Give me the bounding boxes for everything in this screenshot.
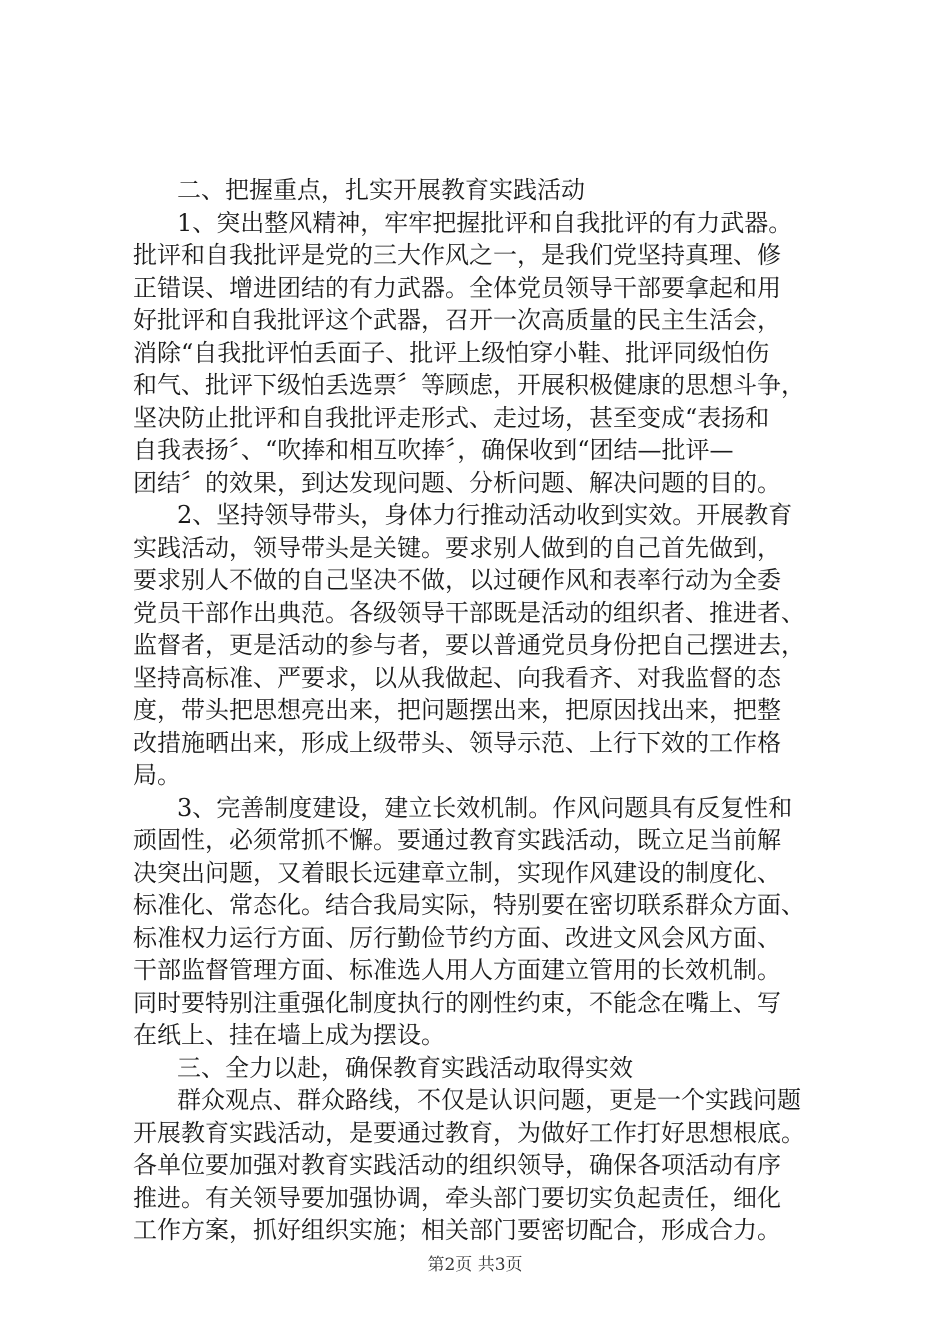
body-text	[133, 174, 827, 1247]
paragraph-line: 标准权力运行方面、厉行勤俭节约方面、改进文风会风方面、	[133, 923, 781, 952]
paragraph-line: 推进。有关领导要加强协调，牵头部门要切实负起责任，细化	[133, 1183, 781, 1212]
paragraph-line: 监督者，更是活动的参与者，要以普通党员身份把自己摆进去，	[133, 631, 805, 659]
paragraph-line: 度，带头把思想亮出来，把问题摆出来，把原因找出来，把整	[133, 696, 781, 724]
paragraph-line: 开展教育实践活动，是要通过教育，为做好工作打好思想根底。	[133, 1118, 805, 1147]
page-number-footer: 第2页 共3页	[427, 1255, 523, 1275]
paragraph-line: 3、完善制度建设，建立长效机制。作风问题具有反复性和	[177, 793, 793, 822]
paragraph-line: 1、突出整风精神，牢牢把握批评和自我批评的有力武器。	[177, 208, 793, 237]
paragraph-line: 要求别人不做的自己坚决不做，以过硬作风和表率行动为全委	[133, 566, 781, 594]
paragraph-line: 实践活动，领导带头是关键。要求别人做到的自己首先做到，	[133, 533, 781, 562]
paragraph-line: 坚持高标准、严要求，以从我做起、向我看齐、对我监督的态	[133, 663, 781, 692]
paragraph-line: 同时要特别注重强化制度执行的刚性约束，不能念在嘴上、写	[133, 988, 781, 1017]
paragraph-line: 自我表扬〞、“吹捧和相互吹捧〞，确保收到“团结—批评—	[133, 436, 734, 464]
paragraph-line: 消除“自我批评怕丢面子、批评上级怕穿小鞋、批评同级怕伤	[133, 338, 770, 367]
paragraph-line: 顽固性，必须常抓不懈。要通过教育实践活动，既立足当前解	[133, 826, 781, 854]
paragraph-line: 在纸上、挂在墙上成为摆设。	[133, 1021, 445, 1049]
paragraph-line: 局。	[133, 761, 181, 789]
paragraph-line: 批评和自我批评是党的三大作风之一，是我们党坚持真理、修	[133, 241, 781, 269]
paragraph-line: 各单位要加强对教育实践活动的组织领导，确保各项活动有序	[133, 1151, 781, 1179]
paragraph-line: 决突出问题，又着眼长远建章立制，实现作风建设的制度化、	[133, 858, 781, 887]
paragraph-line: 2、坚持领导带头，身体力行推动活动收到实效。开展教育	[177, 501, 793, 529]
paragraph-line: 和气、批评下级怕丢选票〞等顾虑，开展积极健康的思想斗争，	[133, 371, 805, 399]
paragraph-line: 干部监督管理方面、标准选人用人方面建立管用的长效机制。	[133, 956, 781, 984]
paragraph-line: 坚决防止批评和自我批评走形式、走过场，甚至变成“表扬和	[133, 403, 770, 432]
paragraph-line: 好批评和自我批评这个武器，召开一次高质量的民主生活会，	[133, 306, 781, 334]
paragraph-line: 标准化、常态化。结合我局实际，特别要在密切联系群众方面、	[133, 891, 805, 919]
paragraph-line: 正错误、增进团结的有力武器。全体党员领导干部要拿起和用	[133, 273, 781, 302]
section-heading-3: 三、全力以赴，确保教育实践活动取得实效	[177, 1053, 633, 1082]
paragraph-line: 工作方案，抓好组织实施；相关部门要密切配合，形成合力。	[133, 1216, 781, 1244]
paragraph-line: 党员干部作出典范。各级领导干部既是活动的组织者、推进者、	[133, 598, 805, 627]
paragraph-line: 改措施晒出来，形成上级带头、领导示范、上行下效的工作格	[133, 728, 781, 757]
section-heading-2: 二、把握重点，扎实开展教育实践活动	[177, 176, 585, 204]
paragraph-line: 团结〞的效果，到达发现问题、分析问题、解决问题的目的。	[133, 468, 781, 497]
paragraph-line: 群众观点、群众路线，不仅是认识问题，更是一个实践问题	[177, 1086, 801, 1114]
